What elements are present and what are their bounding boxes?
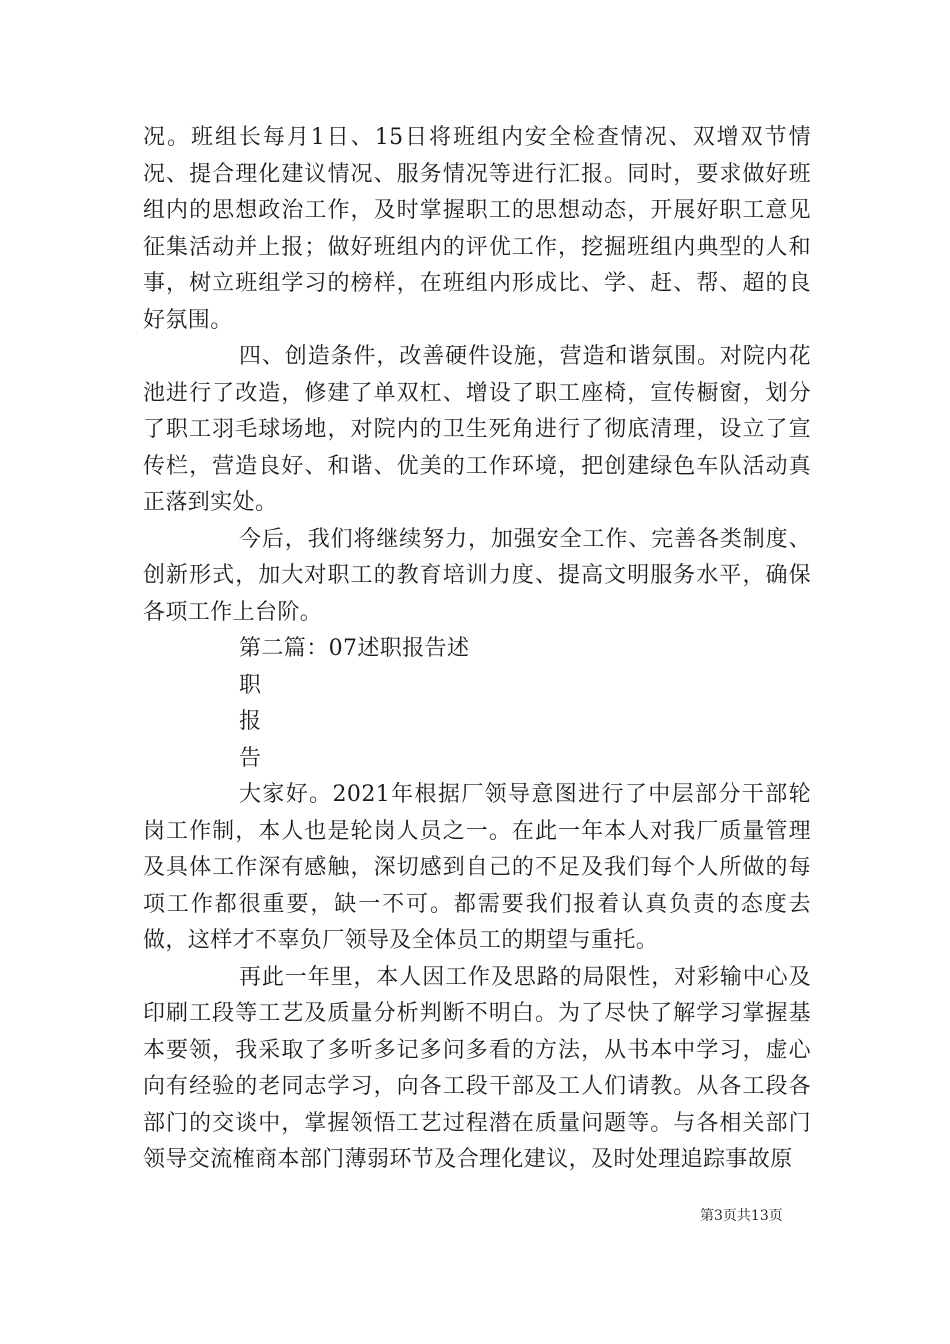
vertical-title-char: 告	[239, 745, 262, 771]
paragraph-learning: 再此一年里，本人因工作及思路的局限性，对彩输中心及印刷工段等工艺及质量分析判断不明白。为了尽快了解学习掌握基本要领，我采取了多听多记多问多看的方法，从书本中学习，虚心向有经验的老同志学习，向各工段干部及工人们请教。从各工段各部门的交谈中，掌握领悟工艺过程潜在质量问题等。与各相关部门领导交流榷商本部门薄弱环节及合理化建议，及时处理追踪事故原	[143, 964, 811, 1172]
paragraph-continued: 况。班组长每月1日、15日将班组内安全检查情况、双增双节情况、提合理化建议情况、服务情况等进行汇报。同时，要求做好班组内的思想政治工作，及时掌握职工的思想动态，开展好职工意见征集活动并上报；做好班组内的评优工作，挖掘班组内典型的人和事，树立班组学习的榜样，在班组内形成比、学、赶、帮、超的良好氛围。	[143, 125, 811, 333]
document-body	[143, 120, 811, 1179]
page-number-footer: 第3页共13页	[700, 1208, 783, 1224]
paragraph-conclusion: 今后，我们将继续努力，加强安全工作、完善各类制度、创新形式，加大对职工的教育培训力度、提高文明服务水平，确保各项工作上台阶。	[143, 526, 811, 625]
paragraph-greeting: 大家好。2021年根据厂领导意图进行了中层部分干部轮岗工作制，本人也是轮岗人员之一。在此一年本人对我厂质量管理及具体工作深有感触，深切感到自己的不足及我们每个人所做的每项工作都很重要，缺一不可。都需要我们报着认真负责的态度去做，这样才不辜负厂领导及全体员工的期望与重托。	[143, 782, 811, 953]
vertical-title-char: 职	[239, 672, 262, 698]
section-heading: 第二篇：07述职报告述	[239, 636, 470, 661]
paragraph-section-four: 四、创造条件，改善硬件设施，营造和谐氛围。对院内花池进行了改造，修建了单双杠、增设了职工座椅，宣传橱窗，划分了职工羽毛球场地，对院内的卫生死角进行了彻底清理，设立了宣传栏，营造良好、和谐、优美的工作环境，把创建绿色车队活动真正落到实处。	[143, 344, 811, 515]
vertical-title-char: 报	[239, 709, 262, 734]
